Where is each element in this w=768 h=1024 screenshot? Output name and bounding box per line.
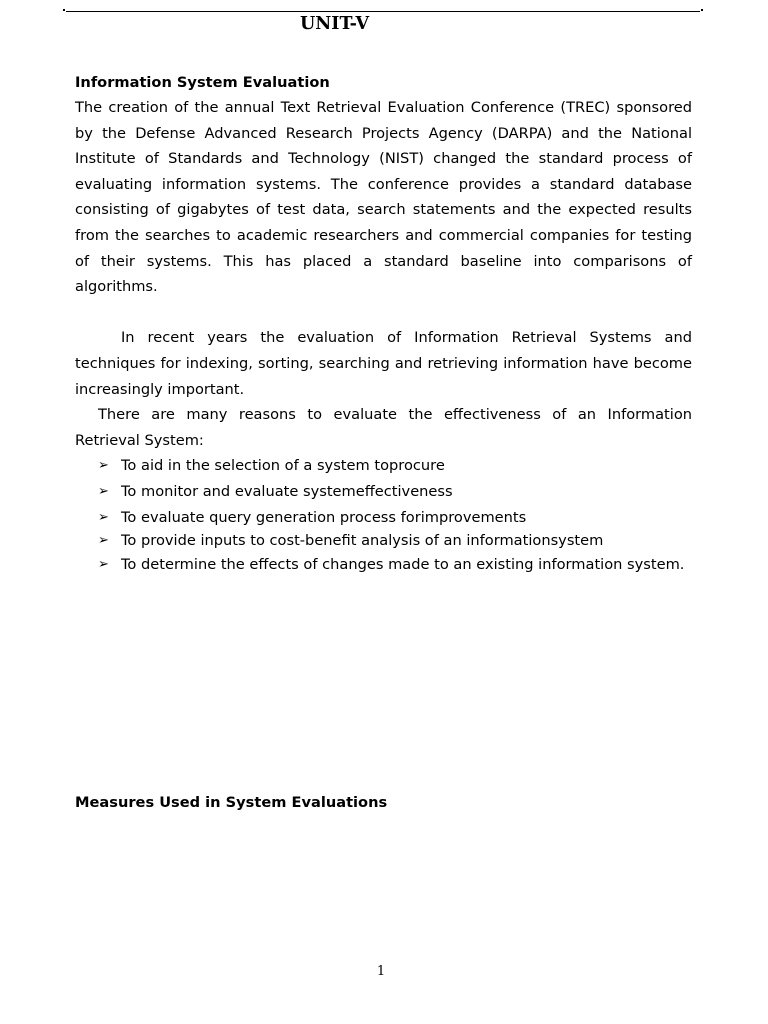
list-item-text: To evaluate query generation process forimprovements [121,508,527,526]
list-item [75,505,692,531]
unit-title: UNIT-V [300,14,370,34]
header-rule-right-mark [701,9,703,11]
list-item-text: To aid in the selection of a system toprocure [121,457,445,475]
list-item-text: To monitor and evaluate systemeffectiveness [121,482,453,500]
paragraph-recent-years: In recent years the evaluation of Information Retrieval Systems and techniques for indexing, sorting, searching and retrieving information have become increasingly important. [75,329,692,398]
reasons-list [75,453,692,577]
list-item [75,552,692,578]
list-item-text: To provide inputs to cost-benefit analysis of an informationsystem [121,532,604,550]
paragraph-reasons: There are many reasons to evaluate the effectiveness of an Information Retrieval System: [75,406,692,449]
page-number: 1 [376,964,386,979]
paragraph-trec: The creation of the annual Text Retrieval Evaluation Conference (TREC) sponsored by the Defense Advanced Research Projects Agency (DARPA) and the National Institute of Standards and Technology (NIST) changed the standard process of evaluating information systems. The conference provides a standard database consisting of gigabytes of test data, search statements and the expected results from the searches to academic researchers and commercial companies for testing of their systems. This has placed a standard baseline into comparisons of algorithms. [75,99,692,296]
section-heading-information-system-evaluation: Information System Evaluation [75,74,330,91]
list-item [75,453,692,479]
list-item [75,530,692,552]
section-heading-measures: Measures Used in System Evaluations [75,794,388,811]
bullet-arrow-icon: ➢ [98,557,109,573]
bullet-arrow-icon: ➢ [98,533,109,549]
header-rule-left-mark [63,9,65,11]
bullet-arrow-icon: ➢ [98,509,109,525]
header-rule [66,11,700,12]
bullet-arrow-icon: ➢ [98,483,109,499]
document-body [75,72,692,578]
list-item [75,479,692,505]
list-item-text: To determine the effects of changes made to an existing information system. [121,556,685,574]
bullet-arrow-icon: ➢ [98,458,109,474]
